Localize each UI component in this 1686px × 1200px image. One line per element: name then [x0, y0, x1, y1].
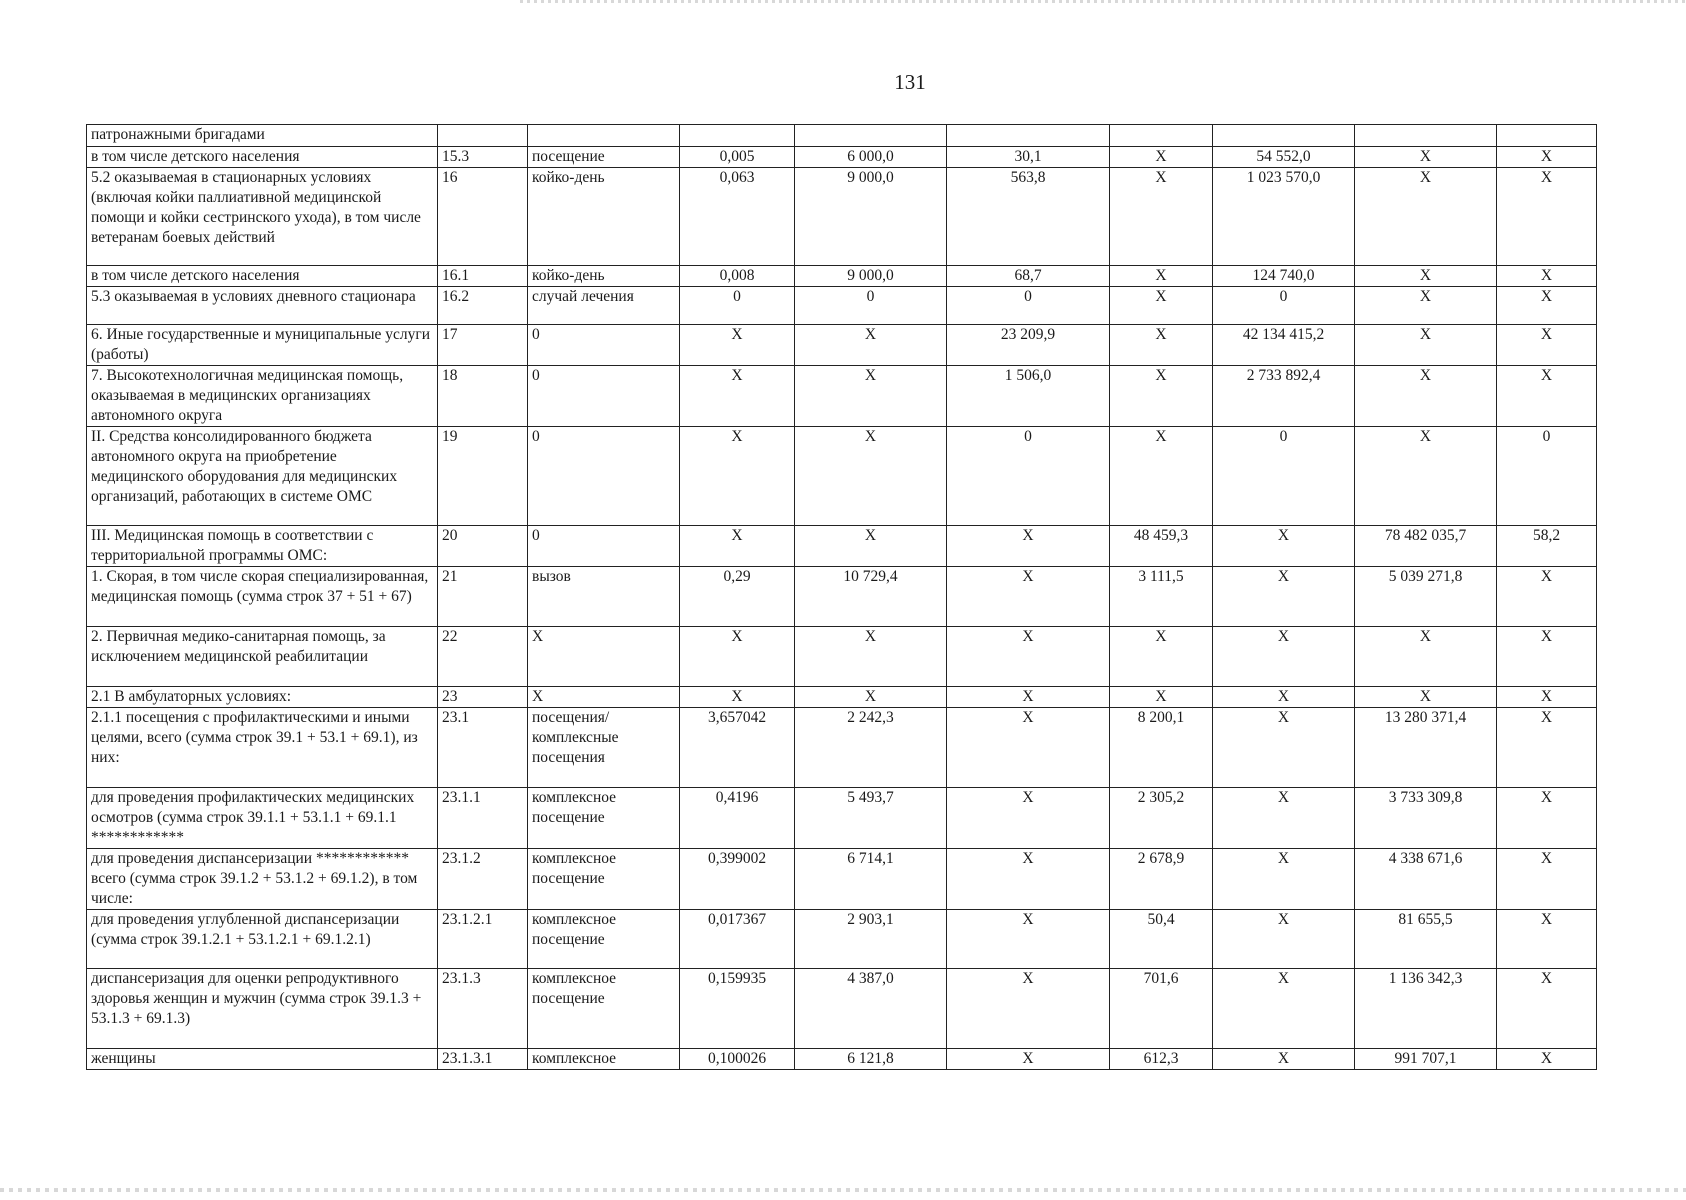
row-name: 2.1 В амбулаторных условиях:: [87, 687, 438, 708]
row-code: 23.1.1: [438, 788, 528, 849]
row-unit-cost: 9 000,0: [795, 266, 947, 287]
row-per-capita-budget: X: [947, 526, 1110, 567]
row-name: 1. Скорая, в том числе скорая специализированная, медицинская помощь (сумма строк 37 + 51 + 67): [87, 567, 438, 627]
row-per-capita-oms: X: [1110, 287, 1213, 325]
table-row: [87, 325, 1597, 366]
row-share: [1497, 125, 1597, 147]
row-total-oms: 78 482 035,7: [1355, 526, 1497, 567]
row-total-budget: X: [1213, 627, 1355, 687]
row-per-capita-oms: 50,4: [1110, 910, 1213, 969]
row-total-oms: X: [1355, 168, 1497, 266]
row-total-budget: 2 733 892,4: [1213, 366, 1355, 427]
row-norm-volume: 3,657042: [680, 708, 795, 788]
row-unit: комплексное посещение: [528, 969, 680, 1049]
row-per-capita-budget: X: [947, 969, 1110, 1049]
row-total-oms: X: [1355, 325, 1497, 366]
row-code: 23: [438, 687, 528, 708]
row-unit: посещения/комплексные посещения: [528, 708, 680, 788]
table-row: [87, 147, 1597, 168]
row-norm-volume: 0: [680, 287, 795, 325]
row-unit: вызов: [528, 567, 680, 627]
row-code: 20: [438, 526, 528, 567]
row-total-oms: 5 039 271,8: [1355, 567, 1497, 627]
row-norm-volume: 0,29: [680, 567, 795, 627]
row-total-oms: 81 655,5: [1355, 910, 1497, 969]
row-per-capita-oms: X: [1110, 687, 1213, 708]
row-unit-cost: X: [795, 526, 947, 567]
row-code: 15.3: [438, 147, 528, 168]
row-share: X: [1497, 969, 1597, 1049]
row-code: 23.1.3.1: [438, 1049, 528, 1070]
row-per-capita-budget: 30,1: [947, 147, 1110, 168]
row-per-capita-oms: 3 111,5: [1110, 567, 1213, 627]
row-unit-cost: 6 121,8: [795, 1049, 947, 1070]
row-unit-cost: 6 000,0: [795, 147, 947, 168]
row-total-oms: X: [1355, 687, 1497, 708]
row-per-capita-oms: X: [1110, 627, 1213, 687]
table-row: [87, 567, 1597, 627]
row-total-budget: X: [1213, 567, 1355, 627]
table-row: [87, 168, 1597, 266]
row-unit-cost: 6 714,1: [795, 849, 947, 910]
row-code: 23.1.2: [438, 849, 528, 910]
row-share: X: [1497, 1049, 1597, 1070]
row-norm-volume: X: [680, 427, 795, 526]
row-norm-volume: 0,005: [680, 147, 795, 168]
row-total-budget: X: [1213, 1049, 1355, 1070]
row-unit-cost: X: [795, 687, 947, 708]
row-total-oms: 4 338 671,6: [1355, 849, 1497, 910]
table-row: [87, 910, 1597, 969]
row-total-oms: X: [1355, 287, 1497, 325]
row-name: в том числе детского населения: [87, 266, 438, 287]
row-total-budget: [1213, 125, 1355, 147]
row-unit-cost: 9 000,0: [795, 168, 947, 266]
row-total-oms: [1355, 125, 1497, 147]
row-name: 5.2 оказываемая в стационарных условиях (включая койки паллиативной медицинской помощи и койки сестринского ухода), в том числе ветеранам боевых действий: [87, 168, 438, 266]
row-code: 19: [438, 427, 528, 526]
row-unit-cost: X: [795, 427, 947, 526]
row-unit-cost: 2 903,1: [795, 910, 947, 969]
row-per-capita-oms: X: [1110, 325, 1213, 366]
row-norm-volume: 0,399002: [680, 849, 795, 910]
row-total-budget: X: [1213, 526, 1355, 567]
row-name: 5.3 оказываемая в условиях дневного стационара: [87, 287, 438, 325]
row-name: диспансеризация для оценки репродуктивного здоровья женщин и мужчин (сумма строк 39.1.3 + 53.1.3 + 69.1.3): [87, 969, 438, 1049]
row-total-oms: X: [1355, 366, 1497, 427]
row-total-budget: X: [1213, 849, 1355, 910]
row-total-budget: 54 552,0: [1213, 147, 1355, 168]
row-total-budget: X: [1213, 788, 1355, 849]
row-share: X: [1497, 627, 1597, 687]
scan-artifact-top: [520, 0, 1686, 3]
row-share: X: [1497, 708, 1597, 788]
row-share: X: [1497, 687, 1597, 708]
row-per-capita-oms: 48 459,3: [1110, 526, 1213, 567]
row-total-oms: X: [1355, 627, 1497, 687]
row-share: X: [1497, 287, 1597, 325]
row-total-budget: 1 023 570,0: [1213, 168, 1355, 266]
row-code: 21: [438, 567, 528, 627]
row-code: 22: [438, 627, 528, 687]
row-unit: [528, 125, 680, 147]
row-norm-volume: 0,4196: [680, 788, 795, 849]
row-per-capita-budget: 563,8: [947, 168, 1110, 266]
row-share: X: [1497, 366, 1597, 427]
row-share: X: [1497, 849, 1597, 910]
row-norm-volume: 0,017367: [680, 910, 795, 969]
row-per-capita-budget: X: [947, 849, 1110, 910]
table-row: [87, 708, 1597, 788]
row-unit: койко-день: [528, 168, 680, 266]
row-per-capita-budget: 0: [947, 427, 1110, 526]
row-share: X: [1497, 910, 1597, 969]
row-unit: 0: [528, 526, 680, 567]
row-code: 23.1.3: [438, 969, 528, 1049]
table-row: [87, 849, 1597, 910]
row-per-capita-oms: X: [1110, 147, 1213, 168]
row-unit-cost: X: [795, 325, 947, 366]
row-norm-volume: 0,159935: [680, 969, 795, 1049]
row-per-capita-budget: X: [947, 788, 1110, 849]
row-share: X: [1497, 168, 1597, 266]
row-total-budget: X: [1213, 687, 1355, 708]
row-norm-volume: 0,063: [680, 168, 795, 266]
row-total-oms: 13 280 371,4: [1355, 708, 1497, 788]
row-unit: комплексное посещение: [528, 910, 680, 969]
row-norm-volume: X: [680, 366, 795, 427]
table-row: [87, 969, 1597, 1049]
row-per-capita-budget: 0: [947, 287, 1110, 325]
row-per-capita-oms: X: [1110, 427, 1213, 526]
row-unit-cost: 0: [795, 287, 947, 325]
row-unit: посещение: [528, 147, 680, 168]
row-unit: X: [528, 627, 680, 687]
row-code: [438, 125, 528, 147]
row-total-budget: X: [1213, 969, 1355, 1049]
row-total-oms: X: [1355, 147, 1497, 168]
row-per-capita-budget: X: [947, 627, 1110, 687]
row-per-capita-budget: 1 506,0: [947, 366, 1110, 427]
row-share: X: [1497, 567, 1597, 627]
row-per-capita-oms: 8 200,1: [1110, 708, 1213, 788]
row-unit-cost: 2 242,3: [795, 708, 947, 788]
row-name: 7. Высокотехнологичная медицинская помощь, оказываемая в медицинских организациях автономного округа: [87, 366, 438, 427]
row-name: для проведения углубленной диспансеризации (сумма строк 39.1.2.1 + 53.1.2.1 + 69.1.2.1): [87, 910, 438, 969]
row-total-oms: X: [1355, 427, 1497, 526]
table-body: [87, 125, 1597, 1070]
row-total-oms: 991 707,1: [1355, 1049, 1497, 1070]
row-name: в том числе детского населения: [87, 147, 438, 168]
row-unit: комплексное посещение: [528, 849, 680, 910]
row-share: 0: [1497, 427, 1597, 526]
scan-artifact-bottom: [0, 1188, 1686, 1192]
row-norm-volume: 0,008: [680, 266, 795, 287]
row-norm-volume: [680, 125, 795, 147]
row-per-capita-oms: X: [1110, 168, 1213, 266]
row-code: 16.2: [438, 287, 528, 325]
row-share: X: [1497, 325, 1597, 366]
row-per-capita-budget: X: [947, 1049, 1110, 1070]
row-per-capita-budget: [947, 125, 1110, 147]
table-row: [87, 526, 1597, 567]
row-per-capita-oms: X: [1110, 366, 1213, 427]
table-row: [87, 287, 1597, 325]
row-per-capita-oms: [1110, 125, 1213, 147]
row-norm-volume: 0,100026: [680, 1049, 795, 1070]
row-unit: X: [528, 687, 680, 708]
row-name: 2.1.1 посещения с профилактическими и иными целями, всего (сумма строк 39.1 + 53.1 + 69.1), из них:: [87, 708, 438, 788]
table-row: [87, 266, 1597, 287]
row-share: X: [1497, 147, 1597, 168]
row-unit: комплексное: [528, 1049, 680, 1070]
row-unit-cost: 4 387,0: [795, 969, 947, 1049]
row-code: 16: [438, 168, 528, 266]
table-row: [87, 125, 1597, 147]
row-unit: случай лечения: [528, 287, 680, 325]
row-unit-cost: 5 493,7: [795, 788, 947, 849]
row-unit: 0: [528, 325, 680, 366]
row-code: 23.1: [438, 708, 528, 788]
row-code: 17: [438, 325, 528, 366]
row-norm-volume: X: [680, 526, 795, 567]
row-per-capita-budget: X: [947, 687, 1110, 708]
table-row: [87, 788, 1597, 849]
row-code: 23.1.2.1: [438, 910, 528, 969]
row-code: 18: [438, 366, 528, 427]
row-name: женщины: [87, 1049, 438, 1070]
row-unit-cost: X: [795, 366, 947, 427]
row-per-capita-budget: X: [947, 910, 1110, 969]
row-name: для проведения диспансеризации ************ всего (сумма строк 39.1.2 + 53.1.2 + 69.1.2), в том числе:: [87, 849, 438, 910]
row-unit-cost: X: [795, 627, 947, 687]
row-per-capita-oms: 612,3: [1110, 1049, 1213, 1070]
table-row: [87, 1049, 1597, 1070]
table-row: [87, 627, 1597, 687]
row-norm-volume: X: [680, 687, 795, 708]
row-per-capita-oms: X: [1110, 266, 1213, 287]
row-per-capita-budget: X: [947, 567, 1110, 627]
row-per-capita-oms: 701,6: [1110, 969, 1213, 1049]
row-share: X: [1497, 266, 1597, 287]
row-norm-volume: X: [680, 325, 795, 366]
financing-table: [86, 124, 1597, 1070]
row-unit-cost: [795, 125, 947, 147]
row-name: для проведения профилактических медицинских осмотров (сумма строк 39.1.1 + 53.1.1 + 69.1.1 ************: [87, 788, 438, 849]
row-norm-volume: X: [680, 627, 795, 687]
row-share: X: [1497, 788, 1597, 849]
row-per-capita-budget: 68,7: [947, 266, 1110, 287]
row-unit-cost: 10 729,4: [795, 567, 947, 627]
row-name: 6. Иные государственные и муниципальные услуги (работы): [87, 325, 438, 366]
row-total-oms: X: [1355, 266, 1497, 287]
row-total-budget: 0: [1213, 287, 1355, 325]
page-number: 131: [894, 70, 926, 94]
row-per-capita-oms: 2 305,2: [1110, 788, 1213, 849]
row-name: II. Средства консолидированного бюджета автономного округа на приобретение медицинского оборудования для медицинских организаций, работающих в системе ОМС: [87, 427, 438, 526]
row-per-capita-budget: 23 209,9: [947, 325, 1110, 366]
row-total-budget: 42 134 415,2: [1213, 325, 1355, 366]
table-row: [87, 687, 1597, 708]
row-share: 58,2: [1497, 526, 1597, 567]
row-unit: 0: [528, 427, 680, 526]
row-total-budget: X: [1213, 910, 1355, 969]
row-unit: комплексное посещение: [528, 788, 680, 849]
table-row: [87, 366, 1597, 427]
row-per-capita-budget: X: [947, 708, 1110, 788]
row-name: патронажными бригадами: [87, 125, 438, 147]
row-unit: койко-день: [528, 266, 680, 287]
row-total-budget: X: [1213, 708, 1355, 788]
row-total-budget: 124 740,0: [1213, 266, 1355, 287]
row-code: 16.1: [438, 266, 528, 287]
row-name: 2. Первичная медико-санитарная помощь, за исключением медицинской реабилитации: [87, 627, 438, 687]
row-total-oms: 3 733 309,8: [1355, 788, 1497, 849]
row-total-budget: 0: [1213, 427, 1355, 526]
row-per-capita-oms: 2 678,9: [1110, 849, 1213, 910]
row-name: III. Медицинская помощь в соответствии с территориальной программы ОМС:: [87, 526, 438, 567]
row-unit: 0: [528, 366, 680, 427]
row-total-oms: 1 136 342,3: [1355, 969, 1497, 1049]
table-row: [87, 427, 1597, 526]
